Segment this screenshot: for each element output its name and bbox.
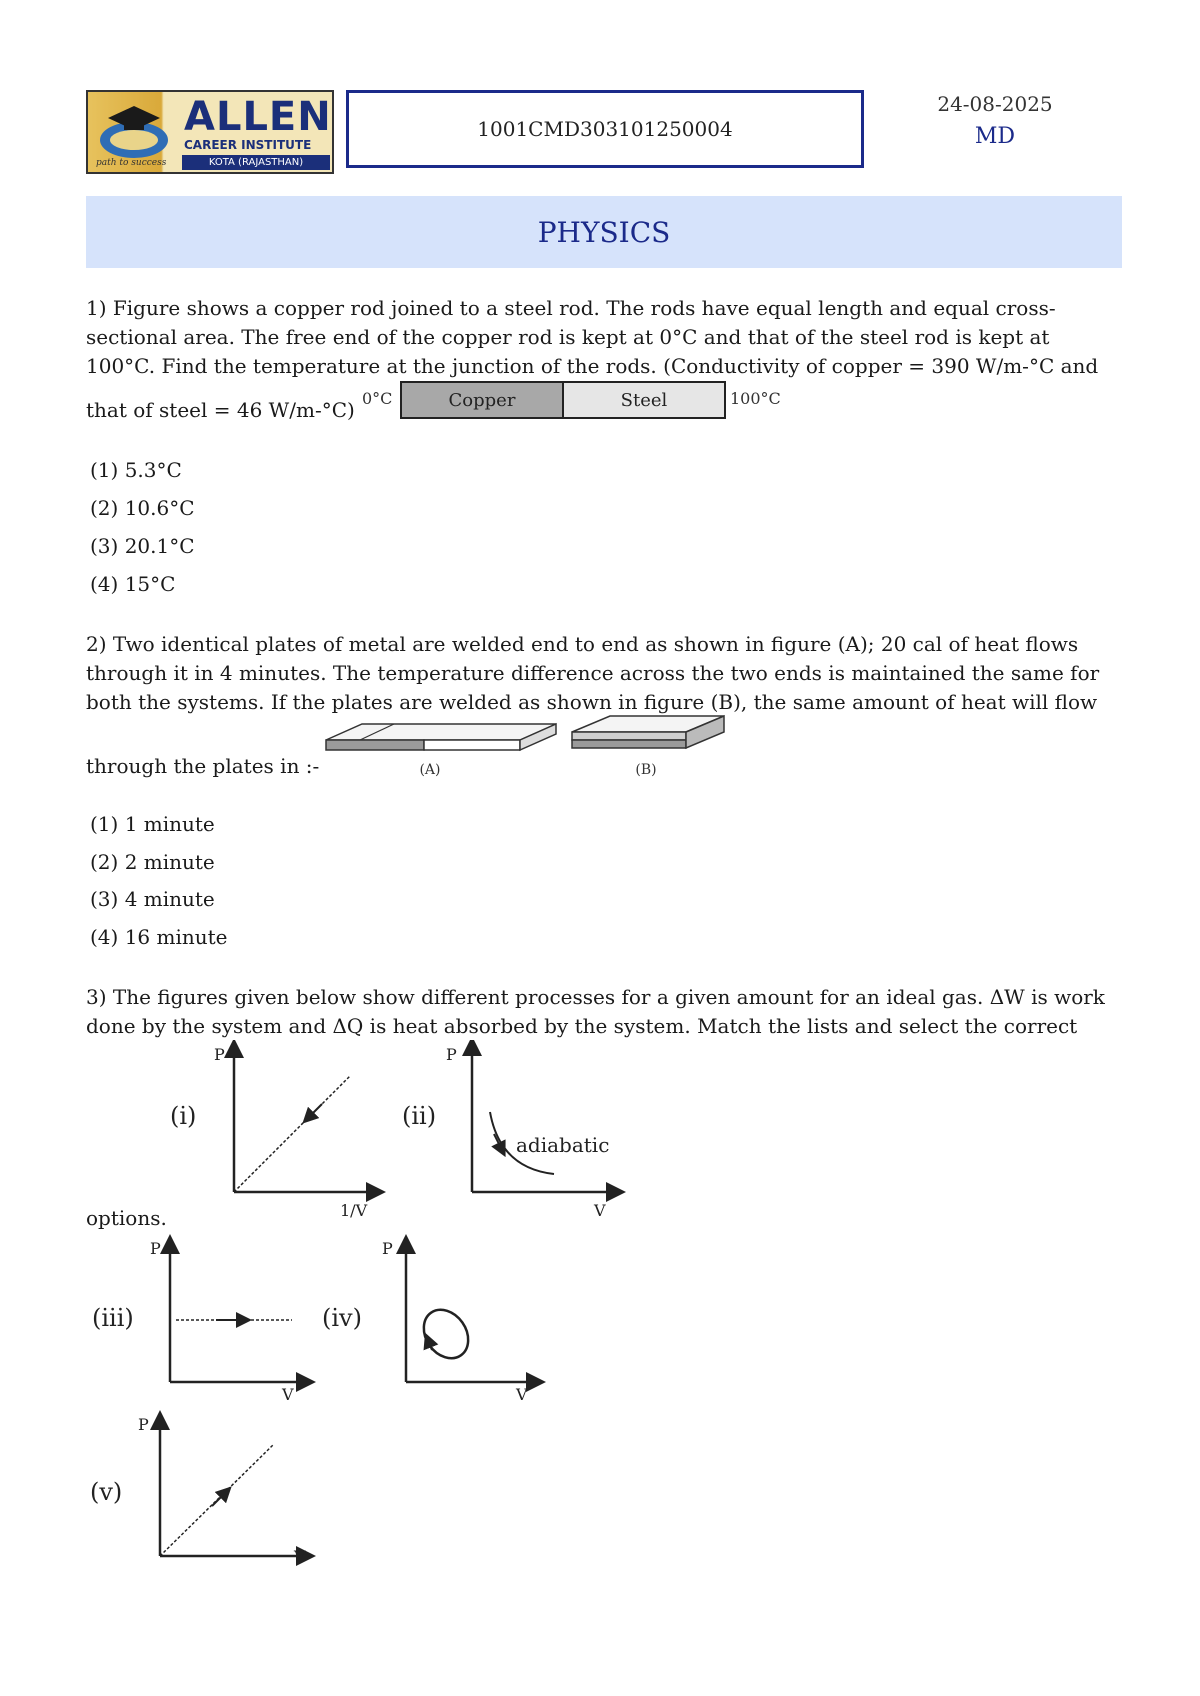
graph-i-x-label: 1/V [340, 1201, 368, 1220]
question-1-text-end: that of steel = 46 W/m-°C) [86, 398, 355, 422]
graph-iii-y-label: P [150, 1239, 161, 1258]
question-3-text-end: options. [86, 1206, 167, 1230]
question-2-text-end: through the plates in :- [86, 754, 320, 778]
plate-a2 [424, 740, 520, 750]
process-graphs-row-2 [86, 1234, 556, 1404]
copper-label: Copper [448, 390, 516, 411]
graph-iv-x-label: V [516, 1385, 528, 1404]
graph-iv-y-label: P [382, 1239, 393, 1258]
graph-v-x-label: V [294, 1547, 306, 1566]
graph-v-label: (v) [90, 1478, 123, 1506]
subject-title: PHYSICS [537, 215, 671, 249]
graph-iii-x-label: V [282, 1385, 294, 1404]
process-graphs-row-3 [86, 1410, 356, 1570]
graph-ii-y-label: P [446, 1045, 457, 1064]
test-code-box [346, 90, 864, 168]
logo-tagline: path to success [96, 158, 167, 168]
q1-option-1[interactable]: (1) 5.3°C [90, 458, 182, 482]
left-temperature: 0°C [362, 389, 393, 408]
graph-ii-curve-label: adiabatic [516, 1133, 610, 1157]
institute-logo [86, 90, 334, 174]
question-2-figure [320, 712, 740, 778]
q2-option-3[interactable]: (3) 4 minute [90, 887, 215, 911]
graph-i-y-label: P [214, 1045, 225, 1064]
graph-iv-cycle [415, 1301, 478, 1367]
plate-a1 [326, 740, 424, 750]
plates-a-top [326, 724, 556, 740]
figure-a-label: (A) [419, 762, 441, 778]
question-3-text: 3) The figures given below show different processes for a given amount for an ideal gas. ΔW is work done by the system and ΔQ is heat absorbed by the system. Match the lists and select the correct [86, 985, 1105, 1038]
test-code: 1001CMD303101250004 [477, 117, 733, 141]
graph-i-arrow [308, 1104, 322, 1118]
graph-iv-label: (iv) [322, 1304, 362, 1332]
graph-iii-label: (iii) [92, 1304, 134, 1332]
question-2-text: 2) Two identical plates of metal are welded end to end as shown in figure (A); 20 cal of heat flows through it in 4 minutes. The temperature difference across the two ends is maintained the same for both the systems. If the plates are welded as shown in figure (B), the same amount of heat will flow [86, 632, 1100, 714]
q1-option-4[interactable]: (4) 15°C [90, 572, 176, 596]
question-1-text: 1) Figure shows a copper rod joined to a steel rod. The rods have equal length and equal cross-sectional area. The free end of the copper rod is kept at 0°C and that of the steel rod is kept at 100°C. Find the temperature at the junction of the rods. (Conductivity of copper = 390 W/m-°C and [86, 296, 1099, 378]
question-1-figure [360, 380, 790, 420]
subject-banner [86, 196, 1122, 268]
graph-i-label: (i) [170, 1102, 197, 1130]
steel-label: Steel [620, 390, 668, 411]
graph-ii-x-label: V [594, 1201, 606, 1220]
graph-v-y-label: P [138, 1415, 149, 1434]
q2-option-4[interactable]: (4) 16 minute [90, 925, 228, 949]
figure-b-label: (B) [635, 762, 657, 778]
graph-ii-label: (ii) [402, 1102, 437, 1130]
logo-subtitle: CAREER INSTITUTE [184, 138, 312, 152]
test-date: 24-08-2025 [937, 92, 1053, 116]
stream-label: MD [974, 124, 1016, 149]
q2-option-1[interactable]: (1) 1 minute [90, 812, 215, 836]
plate-b1 [572, 732, 686, 740]
logo-location: KOTA (RAJASTHAN) [182, 155, 330, 170]
q1-option-3[interactable]: (3) 20.1°C [90, 534, 195, 558]
logo-brand: ALLEN [184, 94, 332, 140]
graduation-cap-icon [94, 100, 174, 166]
q2-option-2[interactable]: (2) 2 minute [90, 850, 215, 874]
q1-option-2[interactable]: (2) 10.6°C [90, 496, 195, 520]
process-graphs-row-1 [150, 1040, 650, 1220]
right-temperature: 100°C [730, 389, 781, 408]
graph-v-arrow [212, 1492, 226, 1506]
graph-i-line [234, 1076, 350, 1192]
plate-b2 [572, 740, 686, 748]
